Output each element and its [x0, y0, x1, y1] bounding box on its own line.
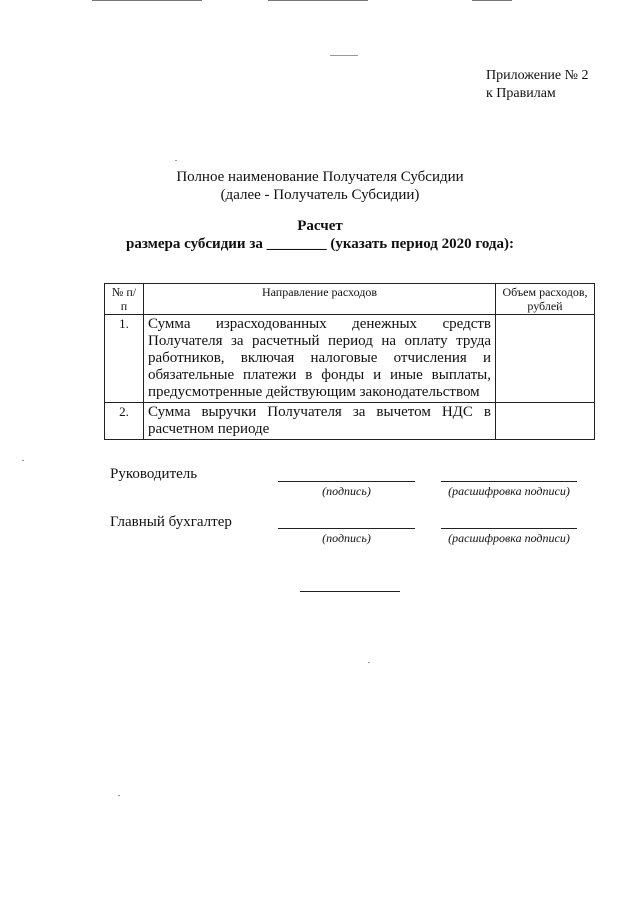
row-number: 1.	[105, 315, 144, 403]
appendix-line: Приложение № 2	[486, 68, 589, 83]
calculation-subtitle: размера субсидии за ________ (указать период 2020 года):	[126, 236, 514, 252]
header-direction: Направление расходов	[144, 284, 496, 315]
accountant-signature-line	[278, 528, 415, 529]
recipient-name: Полное наименование Получателя Субсидии	[176, 169, 464, 185]
head-decryption-line	[441, 481, 577, 482]
row-number: 2.	[105, 403, 144, 440]
calculation-heading	[0, 217, 640, 253]
rules-line: к Правилам	[486, 86, 556, 101]
calculation-title: Расчет	[297, 218, 343, 234]
scan-speckle	[330, 55, 358, 56]
head-signature-line	[278, 481, 415, 482]
appendix-reference	[486, 67, 589, 103]
recipient-alias: (далее - Получатель Субсидии)	[220, 187, 420, 203]
scan-speckle	[175, 160, 177, 161]
row-volume	[496, 315, 595, 403]
table-header-row	[105, 284, 595, 315]
expenses-table	[104, 283, 595, 440]
header-volume: Объем расходов, рублей	[496, 284, 595, 315]
row-direction: Сумма выручки Получателя за вычетом НДС в расчетном периоде	[144, 403, 496, 440]
scan-edge-mark	[92, 0, 202, 1]
accountant-role-label: Главный бухгалтер	[110, 514, 232, 530]
head-decryption-caption: (расшифровка подписи)	[448, 484, 570, 498]
header-number: № п/п	[105, 284, 144, 315]
head-role-label: Руководитель	[110, 466, 198, 482]
table-row	[105, 315, 595, 403]
document-end-line	[300, 591, 400, 592]
table-row	[105, 403, 595, 440]
accountant-signature-caption: (подпись)	[322, 531, 371, 545]
recipient-block	[0, 168, 640, 204]
accountant-decryption-line	[441, 528, 577, 529]
scan-edge-mark	[268, 0, 368, 1]
head-signature-caption: (подпись)	[322, 484, 371, 498]
scan-speckle	[22, 460, 24, 461]
row-volume	[496, 403, 595, 440]
accountant-decryption-caption: (расшифровка подписи)	[448, 531, 570, 545]
scan-edge-mark	[472, 0, 512, 1]
row-direction: Сумма израсходованных денежных средств Получателя за расчетный период на оплату труда работников, включая налоговые отчисления и обязательные платежи в фонды и иные выплаты, предусмотренные действующим законодательством	[144, 315, 496, 403]
scan-speckle	[368, 662, 370, 663]
scan-speckle	[118, 795, 120, 796]
